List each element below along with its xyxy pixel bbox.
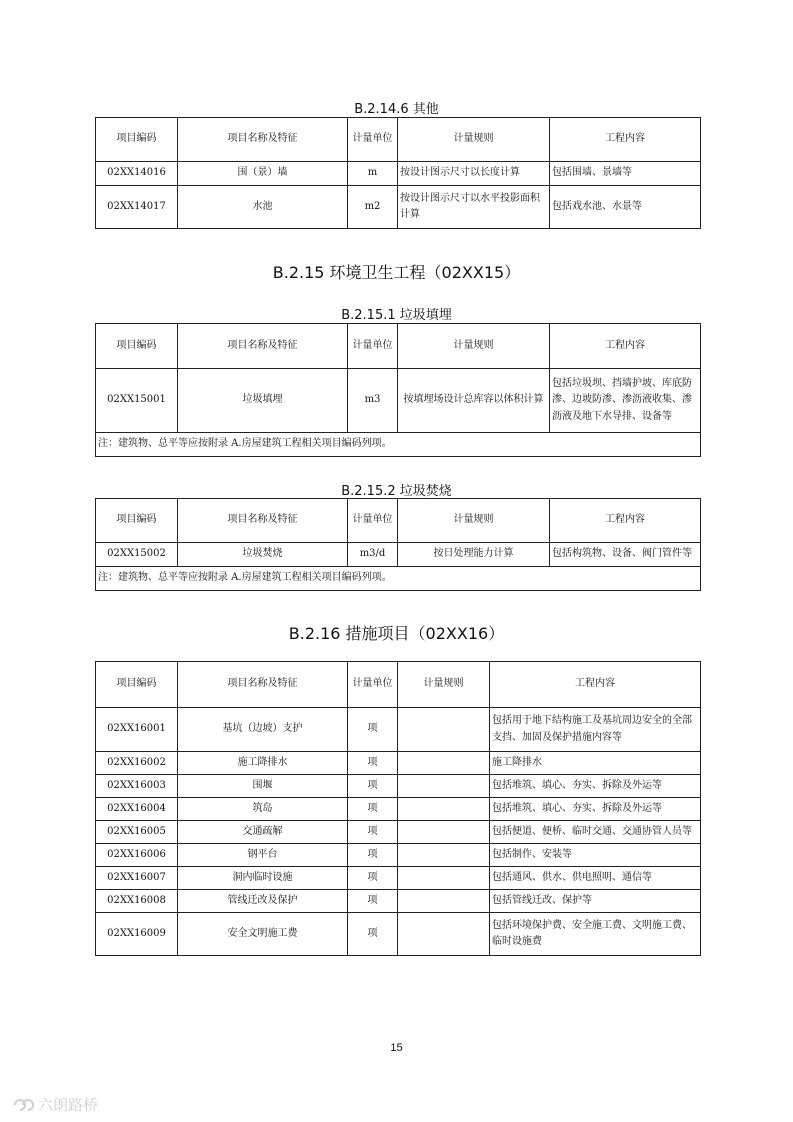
header-code: 项目编码 — [96, 324, 178, 369]
header-name: 项目名称及特征 — [178, 662, 348, 708]
cell-content: 包括构筑物、设备、阀门管件等 — [550, 543, 701, 567]
cell-name: 钢平台 — [178, 844, 348, 867]
cell-content: 包括便道、便桥、临时交通、交通协管人员等 — [490, 821, 701, 844]
cell-name: 水池 — [178, 186, 348, 229]
cell-name: 筑岛 — [178, 798, 348, 821]
table-header-row — [96, 499, 701, 543]
header-unit: 计量单位 — [348, 662, 398, 708]
cell-rule — [398, 752, 490, 775]
cell-unit: 项 — [348, 752, 398, 775]
cell-rule — [398, 913, 490, 956]
cell-unit: 项 — [348, 913, 398, 956]
table-row — [96, 844, 701, 867]
cell-rule: 按设计图示尺寸以水平投影面积计算 — [398, 186, 550, 229]
table-b216 — [95, 661, 701, 956]
table-row — [96, 821, 701, 844]
cell-content: 包括用于地下结构施工及基坑周边安全的全部支挡、加固及保护措施内容等 — [490, 708, 701, 752]
header-unit: 计量单位 — [348, 118, 398, 162]
cell-unit: 项 — [348, 708, 398, 752]
table-header-row — [96, 324, 701, 369]
cell-name: 洞内临时设施 — [178, 867, 348, 890]
cell-code: 02XX16009 — [96, 913, 178, 956]
cell-rule: 按填埋场设计总库容以体积计算 — [398, 369, 550, 433]
header-rule: 计量规则 — [398, 118, 550, 162]
table-b2151 — [95, 323, 701, 457]
header-name: 项目名称及特征 — [178, 324, 348, 369]
table-row — [96, 775, 701, 798]
cell-content: 包括环境保护费、安全施工费、文明施工费、临时设施费 — [490, 913, 701, 956]
cell-code: 02XX16003 — [96, 775, 178, 798]
cell-content: 包括围墙、景墙等 — [550, 162, 701, 186]
cell-name: 管线迁改及保护 — [178, 890, 348, 913]
cell-unit: 项 — [348, 798, 398, 821]
table-row — [96, 867, 701, 890]
cell-name: 基坑（边坡）支护 — [178, 708, 348, 752]
cell-code: 02XX16008 — [96, 890, 178, 913]
header-content: 工程内容 — [550, 324, 701, 369]
header-name: 项目名称及特征 — [178, 499, 348, 543]
table-note-row — [96, 433, 701, 457]
header-rule: 计量规则 — [398, 324, 550, 369]
cell-code: 02XX14016 — [96, 162, 178, 186]
section-heading-b216: B.2.16 措施项目（02XX16） — [288, 624, 505, 643]
cell-content: 包括堆筑、填心、夯实、拆除及外运等 — [490, 775, 701, 798]
cell-unit: 项 — [348, 775, 398, 798]
cell-name: 交通疏解 — [178, 821, 348, 844]
table-row — [96, 186, 701, 229]
table-note: 注：建筑物、总平等应按附录 A.房屋建筑工程相关项目编码列项。 — [96, 567, 701, 591]
table-header-row — [96, 118, 701, 162]
cell-code: 02XX16002 — [96, 752, 178, 775]
cell-rule — [398, 867, 490, 890]
watermark-text: 六朗路桥 — [38, 1096, 99, 1114]
table-row — [96, 752, 701, 775]
cell-unit: 项 — [348, 821, 398, 844]
cell-rule: 按日处理能力计算 — [398, 543, 550, 567]
cell-name: 安全文明施工费 — [178, 913, 348, 956]
table-row — [96, 543, 701, 567]
cell-unit: 项 — [348, 867, 398, 890]
cell-code: 02XX16007 — [96, 867, 178, 890]
cell-code: 02XX15002 — [96, 543, 178, 567]
cell-rule — [398, 708, 490, 752]
watermark-logo-icon — [12, 1097, 34, 1113]
table-row — [96, 162, 701, 186]
table-row — [96, 798, 701, 821]
cell-unit: m — [348, 162, 398, 186]
cell-name: 垃圾焚烧 — [178, 543, 348, 567]
cell-unit: m3 — [348, 369, 398, 433]
table-note-row — [96, 567, 701, 591]
header-rule: 计量规则 — [398, 499, 550, 543]
cell-content: 包括制作、安装等 — [490, 844, 701, 867]
cell-rule — [398, 775, 490, 798]
header-name: 项目名称及特征 — [178, 118, 348, 162]
watermark — [12, 1094, 98, 1115]
header-code: 项目编码 — [96, 662, 178, 708]
table-row — [96, 913, 701, 956]
cell-code: 02XX16006 — [96, 844, 178, 867]
cell-content: 施工降排水 — [490, 752, 701, 775]
cell-code: 02XX15001 — [96, 369, 178, 433]
page-number: 15 — [390, 1042, 403, 1054]
section-heading-b215: B.2.15 环境卫生工程（02XX15） — [272, 263, 521, 282]
cell-code: 02XX16005 — [96, 821, 178, 844]
cell-rule — [398, 890, 490, 913]
cell-code: 02XX14017 — [96, 186, 178, 229]
cell-code: 02XX16001 — [96, 708, 178, 752]
cell-content: 包括管线迁改、保护等 — [490, 890, 701, 913]
table-row — [96, 369, 701, 433]
cell-content: 包括垃圾坝、挡墙护坡、库底防渗、边坡防渗、渗沥液收集、渗沥液及地下水导排、设备等 — [550, 369, 701, 433]
header-content: 工程内容 — [550, 499, 701, 543]
table-caption-b2151: B.2.15.1 垃圾填埋 — [341, 308, 452, 323]
cell-rule — [398, 798, 490, 821]
cell-rule — [398, 821, 490, 844]
table-caption-b2146: B.2.14.6 其他 — [354, 102, 439, 117]
cell-name: 施工降排水 — [178, 752, 348, 775]
cell-name: 围（景）墙 — [178, 162, 348, 186]
cell-rule — [398, 844, 490, 867]
header-rule: 计量规则 — [398, 662, 490, 708]
cell-content: 包括戏水池、水景等 — [550, 186, 701, 229]
cell-unit: m2 — [348, 186, 398, 229]
cell-code: 02XX16004 — [96, 798, 178, 821]
header-code: 项目编码 — [96, 499, 178, 543]
table-row — [96, 890, 701, 913]
header-unit: 计量单位 — [348, 499, 398, 543]
cell-name: 垃圾填埋 — [178, 369, 348, 433]
table-caption-b2152: B.2.15.2 垃圾焚烧 — [341, 484, 452, 499]
header-content: 工程内容 — [550, 118, 701, 162]
table-row — [96, 708, 701, 752]
cell-name: 围堰 — [178, 775, 348, 798]
header-code: 项目编码 — [96, 118, 178, 162]
cell-unit: 项 — [348, 844, 398, 867]
cell-rule: 按设计图示尺寸以长度计算 — [398, 162, 550, 186]
header-unit: 计量单位 — [348, 324, 398, 369]
header-content: 工程内容 — [490, 662, 701, 708]
table-note: 注：建筑物、总平等应按附录 A.房屋建筑工程相关项目编码列项。 — [96, 433, 701, 457]
cell-content: 包括通风、供水、供电照明、通信等 — [490, 867, 701, 890]
table-b2152 — [95, 498, 701, 591]
cell-unit: 项 — [348, 890, 398, 913]
table-b2146 — [95, 117, 701, 229]
cell-content: 包括堆筑、填心、夯实、拆除及外运等 — [490, 798, 701, 821]
cell-unit: m3/d — [348, 543, 398, 567]
table-header-row — [96, 662, 701, 708]
